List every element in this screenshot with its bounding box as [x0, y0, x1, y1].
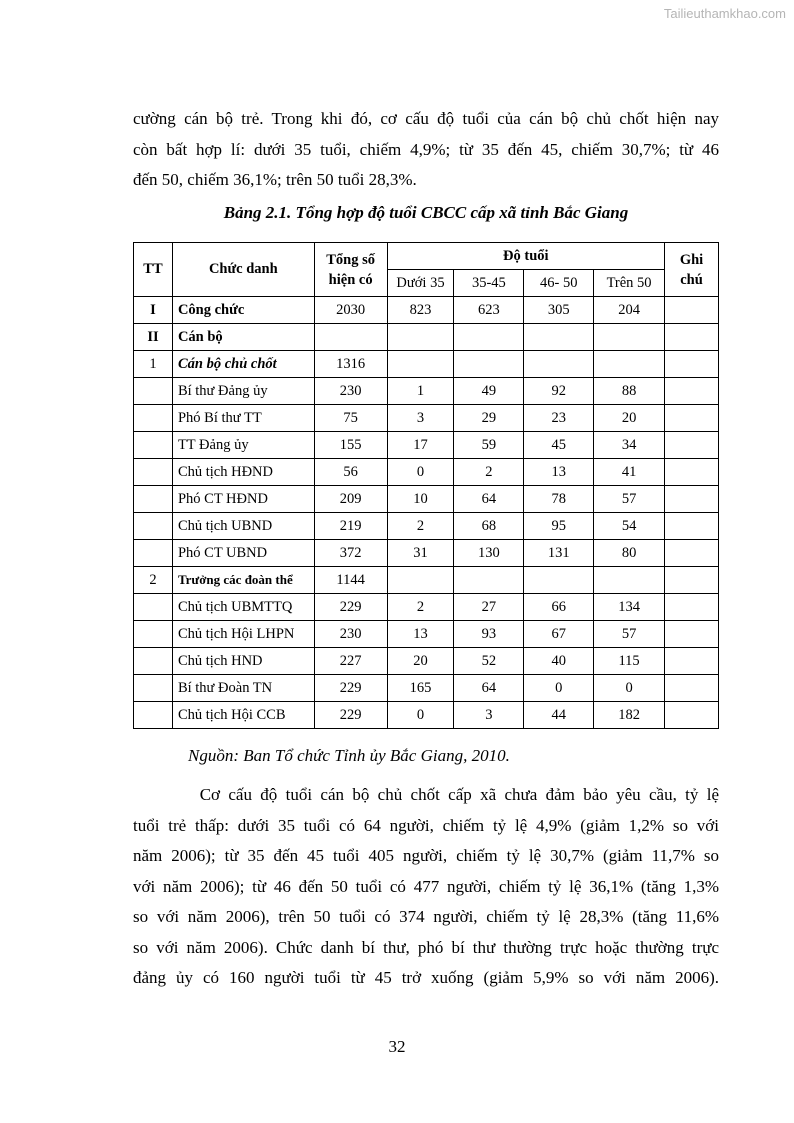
cell-tren-50: 41 — [594, 459, 665, 486]
cell-tong-so: 219 — [314, 513, 387, 540]
cell-35-45: 130 — [454, 540, 524, 567]
cell-tong-so: 1316 — [314, 351, 387, 378]
cell-tren-50: 20 — [594, 405, 665, 432]
header-tt: TT — [134, 243, 173, 297]
cell-46-50: 78 — [524, 486, 594, 513]
cell-46-50: 67 — [524, 621, 594, 648]
body-paragraph — [133, 780, 719, 994]
cell-chuc-danh: Phó CT HĐND — [172, 486, 314, 513]
header-ghi-chu — [665, 243, 719, 297]
cell-duoi-35: 3 — [387, 405, 454, 432]
cell-duoi-35: 10 — [387, 486, 454, 513]
cell-tren-50: 115 — [594, 648, 665, 675]
cell-ghi-chu — [665, 378, 719, 405]
cell-35-45: 29 — [454, 405, 524, 432]
cell-35-45: 59 — [454, 432, 524, 459]
cell-35-45: 93 — [454, 621, 524, 648]
cell-tt: I — [134, 297, 173, 324]
cell-tong-so: 227 — [314, 648, 387, 675]
cell-35-45: 623 — [454, 297, 524, 324]
cell-duoi-35: 0 — [387, 459, 454, 486]
cell-tren-50: 204 — [594, 297, 665, 324]
table-row — [134, 567, 719, 594]
cell-tt — [134, 702, 173, 729]
cell-ghi-chu — [665, 648, 719, 675]
cell-46-50 — [524, 351, 594, 378]
cell-tong-so: 229 — [314, 702, 387, 729]
cell-duoi-35: 165 — [387, 675, 454, 702]
cell-tt — [134, 432, 173, 459]
header-ghi-chu-line1: Ghi — [679, 251, 704, 268]
text-line: so với năm 2006). Chức danh bí thư, phó bí thư thường trực hoặc thường trực — [133, 937, 719, 957]
table-row — [134, 486, 719, 513]
cell-ghi-chu — [665, 594, 719, 621]
cell-tong-so: 2030 — [314, 297, 387, 324]
table-row — [134, 297, 719, 324]
table-row — [134, 513, 719, 540]
cell-duoi-35: 31 — [387, 540, 454, 567]
cell-46-50: 305 — [524, 297, 594, 324]
cell-ghi-chu — [665, 324, 719, 351]
cell-tren-50: 0 — [594, 675, 665, 702]
cell-35-45: 64 — [454, 486, 524, 513]
cell-tt: II — [134, 324, 173, 351]
cell-ghi-chu — [665, 297, 719, 324]
text-line: cường cán bộ trẻ. Trong khi đó, cơ cấu độ tuổi của cán bộ chủ chốt hiện nay — [133, 109, 719, 128]
header-ghi-chu-line2: chú — [680, 271, 703, 288]
table-row — [134, 675, 719, 702]
cell-chuc-danh: Chủ tịch UBND — [172, 513, 314, 540]
cell-tren-50: 54 — [594, 513, 665, 540]
header-age-group: 46- 50 — [524, 270, 594, 297]
table-row — [134, 351, 719, 378]
cell-ghi-chu — [665, 351, 719, 378]
intro-paragraph — [133, 104, 719, 196]
cell-duoi-35 — [387, 351, 454, 378]
header-tong-so-line2: hiện có — [328, 271, 373, 288]
cell-chuc-danh: Bí thư Đoàn TN — [172, 675, 314, 702]
cell-46-50: 13 — [524, 459, 594, 486]
cell-tt — [134, 594, 173, 621]
cell-chuc-danh: Chủ tịch HND — [172, 648, 314, 675]
cell-chuc-danh: Chủ tịch HĐND — [172, 459, 314, 486]
cell-duoi-35: 823 — [387, 297, 454, 324]
cell-chuc-danh: Phó CT UBND — [172, 540, 314, 567]
cell-tren-50: 182 — [594, 702, 665, 729]
cell-duoi-35: 1 — [387, 378, 454, 405]
text-line: đến 50, chiếm 36,1%; trên 50 tuổi 28,3%. — [133, 170, 417, 189]
cell-tong-so: 229 — [314, 594, 387, 621]
cell-35-45: 64 — [454, 675, 524, 702]
header-age-group: 35-45 — [454, 270, 524, 297]
cell-35-45: 27 — [454, 594, 524, 621]
text-line: còn bất hợp lí: dưới 35 tuổi, chiếm 4,9%; từ 35 đến 45, chiếm 30,7%; từ 46 — [133, 139, 719, 159]
cell-ghi-chu — [665, 621, 719, 648]
table-row — [134, 459, 719, 486]
cell-46-50: 44 — [524, 702, 594, 729]
text-line: Cơ cấu độ tuổi cán bộ chủ chốt cấp xã chưa đảm bảo yêu cầu, tỷ lệ — [133, 785, 719, 804]
cell-chuc-danh: Cán bộ chủ chốt — [172, 351, 314, 378]
cell-tong-so: 230 — [314, 378, 387, 405]
cell-duoi-35: 2 — [387, 513, 454, 540]
cell-tt — [134, 405, 173, 432]
cell-tt — [134, 378, 173, 405]
cell-46-50 — [524, 567, 594, 594]
cell-tren-50: 34 — [594, 432, 665, 459]
cell-46-50: 92 — [524, 378, 594, 405]
cell-tong-so: 209 — [314, 486, 387, 513]
cell-ghi-chu — [665, 459, 719, 486]
cell-duoi-35 — [387, 324, 454, 351]
cell-ghi-chu — [665, 432, 719, 459]
cell-35-45: 49 — [454, 378, 524, 405]
cell-duoi-35 — [387, 567, 454, 594]
cell-tong-so: 155 — [314, 432, 387, 459]
table-row — [134, 378, 719, 405]
cell-tt — [134, 459, 173, 486]
table-row — [134, 594, 719, 621]
table-row — [134, 432, 719, 459]
cell-chuc-danh: Phó Bí thư TT — [172, 405, 314, 432]
cell-ghi-chu — [665, 567, 719, 594]
text-line: so với năm 2006), trên 50 tuổi có 374 người, chiếm tỷ lệ 28,3% (tăng 11,6% — [133, 907, 719, 926]
cell-46-50 — [524, 324, 594, 351]
cell-tt — [134, 648, 173, 675]
cell-ghi-chu — [665, 405, 719, 432]
table-row — [134, 648, 719, 675]
cell-46-50: 45 — [524, 432, 594, 459]
text-line: đảng ủy có 160 người tuổi từ 45 trở xuống (giảm 5,9% so với năm 2006). — [133, 968, 719, 987]
cell-tong-so: 372 — [314, 540, 387, 567]
cell-46-50: 95 — [524, 513, 594, 540]
cell-46-50: 66 — [524, 594, 594, 621]
cell-duoi-35: 2 — [387, 594, 454, 621]
cell-tren-50: 57 — [594, 621, 665, 648]
cell-chuc-danh: Cán bộ — [172, 324, 314, 351]
cell-chuc-danh: Chủ tịch Hội CCB — [172, 702, 314, 729]
cell-chuc-danh: Công chức — [172, 297, 314, 324]
cell-35-45 — [454, 324, 524, 351]
cell-tong-so: 230 — [314, 621, 387, 648]
table-row — [134, 324, 719, 351]
cell-ghi-chu — [665, 675, 719, 702]
cell-tren-50: 80 — [594, 540, 665, 567]
cell-tt — [134, 621, 173, 648]
header-age-group: Trên 50 — [594, 270, 665, 297]
cell-tong-so: 75 — [314, 405, 387, 432]
cell-chuc-danh: Chủ tịch Hội LHPN — [172, 621, 314, 648]
cell-tt: 2 — [134, 567, 173, 594]
cell-tong-so: 229 — [314, 675, 387, 702]
text-line: năm 2006); từ 35 đến 45 tuổi 405 người, chiếm tỷ lệ 30,7% (giảm 11,7% so — [133, 846, 719, 865]
cell-ghi-chu — [665, 513, 719, 540]
cell-tong-so — [314, 324, 387, 351]
cell-tt: 1 — [134, 351, 173, 378]
cell-35-45 — [454, 351, 524, 378]
table-row — [134, 405, 719, 432]
cell-tren-50 — [594, 351, 665, 378]
age-table — [133, 242, 719, 729]
cell-35-45: 3 — [454, 702, 524, 729]
header-do-tuoi: Độ tuổi — [387, 243, 664, 270]
cell-tt — [134, 486, 173, 513]
cell-chuc-danh: TT Đảng ủy — [172, 432, 314, 459]
cell-35-45: 2 — [454, 459, 524, 486]
page-number: 32 — [388, 1037, 406, 1056]
cell-duoi-35: 17 — [387, 432, 454, 459]
cell-35-45: 68 — [454, 513, 524, 540]
cell-duoi-35: 20 — [387, 648, 454, 675]
cell-ghi-chu — [665, 486, 719, 513]
table-row — [134, 702, 719, 729]
header-chuc-danh: Chức danh — [172, 243, 314, 297]
header-age-group: Dưới 35 — [387, 270, 454, 297]
table-row — [134, 621, 719, 648]
text-line: tuổi trẻ thấp: dưới 35 tuổi có 64 người, chiếm tỷ lệ 4,9% (giảm 1,2% so với — [133, 815, 719, 835]
cell-46-50: 0 — [524, 675, 594, 702]
cell-duoi-35: 0 — [387, 702, 454, 729]
cell-tong-so: 56 — [314, 459, 387, 486]
cell-35-45 — [454, 567, 524, 594]
cell-46-50: 40 — [524, 648, 594, 675]
cell-tt — [134, 675, 173, 702]
cell-35-45: 52 — [454, 648, 524, 675]
cell-tren-50: 88 — [594, 378, 665, 405]
cell-tren-50 — [594, 567, 665, 594]
cell-tt — [134, 540, 173, 567]
table-caption: Bảng 2.1. Tổng hợp độ tuổi CBCC cấp xã tỉnh Bắc Giang — [223, 203, 629, 222]
cell-tong-so: 1144 — [314, 567, 387, 594]
header-tong-so-line1: Tổng số — [326, 251, 375, 268]
cell-chuc-danh: Trưởng các đoàn thể — [172, 567, 314, 594]
cell-tren-50: 134 — [594, 594, 665, 621]
cell-46-50: 131 — [524, 540, 594, 567]
table-source: Nguồn: Ban Tổ chức Tỉnh ủy Bắc Giang, 2010. — [188, 746, 510, 765]
cell-chuc-danh: Bí thư Đảng ủy — [172, 378, 314, 405]
watermark: Tailieuthamkhao.com — [663, 6, 786, 21]
cell-46-50: 23 — [524, 405, 594, 432]
table-row — [134, 540, 719, 567]
cell-tt — [134, 513, 173, 540]
cell-ghi-chu — [665, 702, 719, 729]
cell-chuc-danh: Chủ tịch UBMTTQ — [172, 594, 314, 621]
header-tong-so — [314, 243, 387, 297]
cell-ghi-chu — [665, 540, 719, 567]
cell-tren-50 — [594, 324, 665, 351]
cell-tren-50: 57 — [594, 486, 665, 513]
text-line: với năm 2006); từ 46 đến 50 tuổi có 477 người, chiếm tỷ lệ 36,1% (tăng 1,3% — [133, 876, 719, 896]
cell-duoi-35: 13 — [387, 621, 454, 648]
